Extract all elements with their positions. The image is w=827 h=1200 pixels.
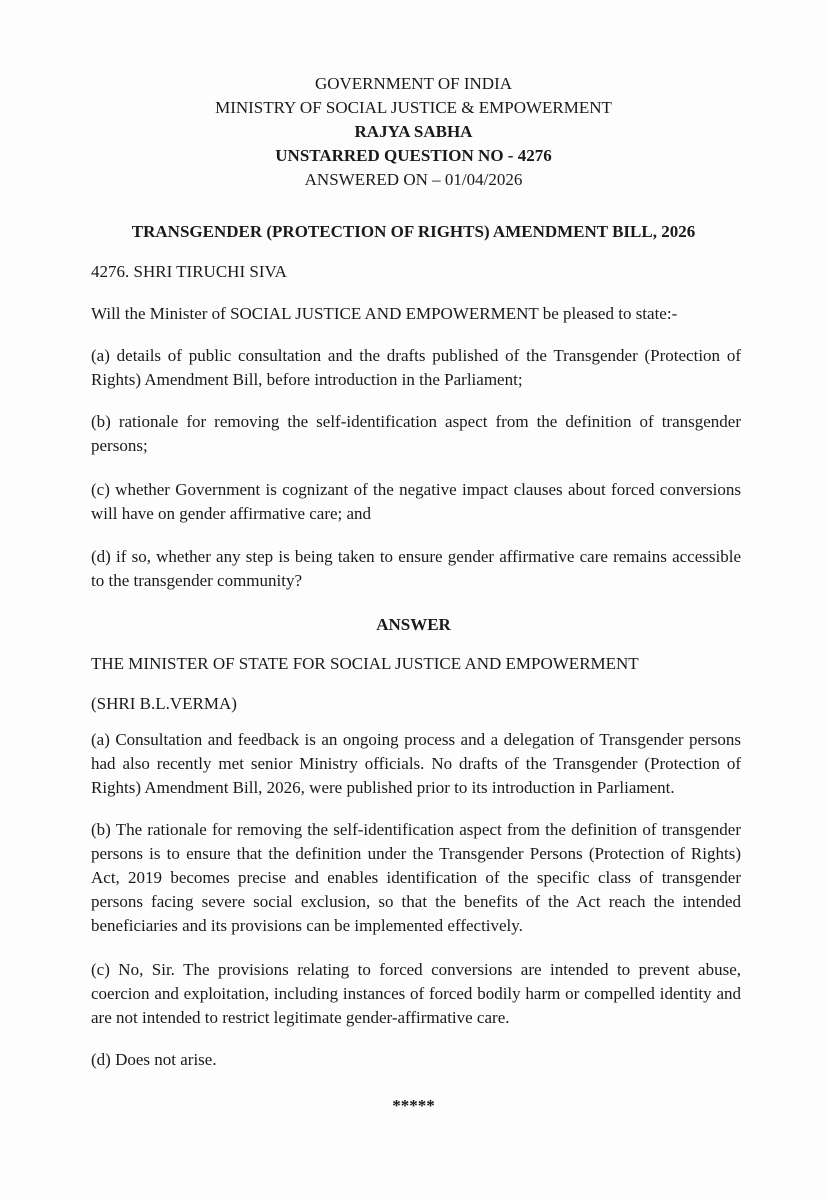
question-intro: Will the Minister of SOCIAL JUSTICE AND EMPOWERMENT be pleased to state:- xyxy=(91,304,678,323)
answer-heading: ANSWER xyxy=(376,615,451,634)
answer-minister: THE MINISTER OF STATE FOR SOCIAL JUSTICE AND EMPOWERMENT xyxy=(91,654,639,673)
answer-part-d: (d) Does not arise. xyxy=(91,1050,217,1069)
answer-minister-name: (SHRI B.L.VERMA) xyxy=(91,694,237,713)
question-part-c: (c) whether Government is cognizant of the negative impact clauses about forced conversions will have on gender affirmative care; and xyxy=(91,480,741,523)
answer-part-b: (b) The rationale for removing the self-identification aspect from the definition of transgender persons is to ensure that the definition under the Transgender Persons (Protection of Rights) Act, 2019 becomes precise and enables identification of the specific class of transgender persons facing severe social exclusion, so that the benefits of the Act reach the intended beneficiaries and its provisions can be implemented effectively. xyxy=(91,820,741,935)
question-part-b: (b) rationale for removing the self-identification aspect from the definition of transgender persons; xyxy=(91,412,741,455)
header-answered-date: ANSWERED ON – 01/04/2026 xyxy=(304,170,523,189)
question-member: 4276. SHRI TIRUCHI SIVA xyxy=(91,262,287,281)
end-mark: ***** xyxy=(392,1096,435,1115)
document-title: TRANSGENDER (PROTECTION OF RIGHTS) AMENDMENT BILL, 2026 xyxy=(131,222,696,241)
header-house: RAJYA SABHA xyxy=(354,122,473,141)
header-ministry: MINISTRY OF SOCIAL JUSTICE & EMPOWERMENT xyxy=(215,98,612,117)
answer-part-a: (a) Consultation and feedback is an ongoing process and a delegation of Transgender persons had also recently met senior Ministry officials. No drafts of the Transgender (Protection of Rights) Amendment Bill, 2026, were published prior to its introduction in Parliament. xyxy=(91,730,741,797)
question-part-d: (d) if so, whether any step is being taken to ensure gender affirmative care remains accessible to the transgender community? xyxy=(91,547,741,590)
answer-part-c: (c) No, Sir. The provisions relating to forced conversions are intended to prevent abuse, coercion and exploitation, including instances of forced bodily harm or compelled identity and are not intended to restrict legitimate gender-affirmative care. xyxy=(91,960,741,1027)
question-part-a: (a) details of public consultation and the drafts published of the Transgender (Protection of Rights) Amendment Bill, before introduction in the Parliament; xyxy=(91,346,741,389)
header-question-number: UNSTARRED QUESTION NO - 4276 xyxy=(275,146,552,165)
header-government: GOVERNMENT OF INDIA xyxy=(314,74,513,93)
document-header xyxy=(0,72,827,192)
